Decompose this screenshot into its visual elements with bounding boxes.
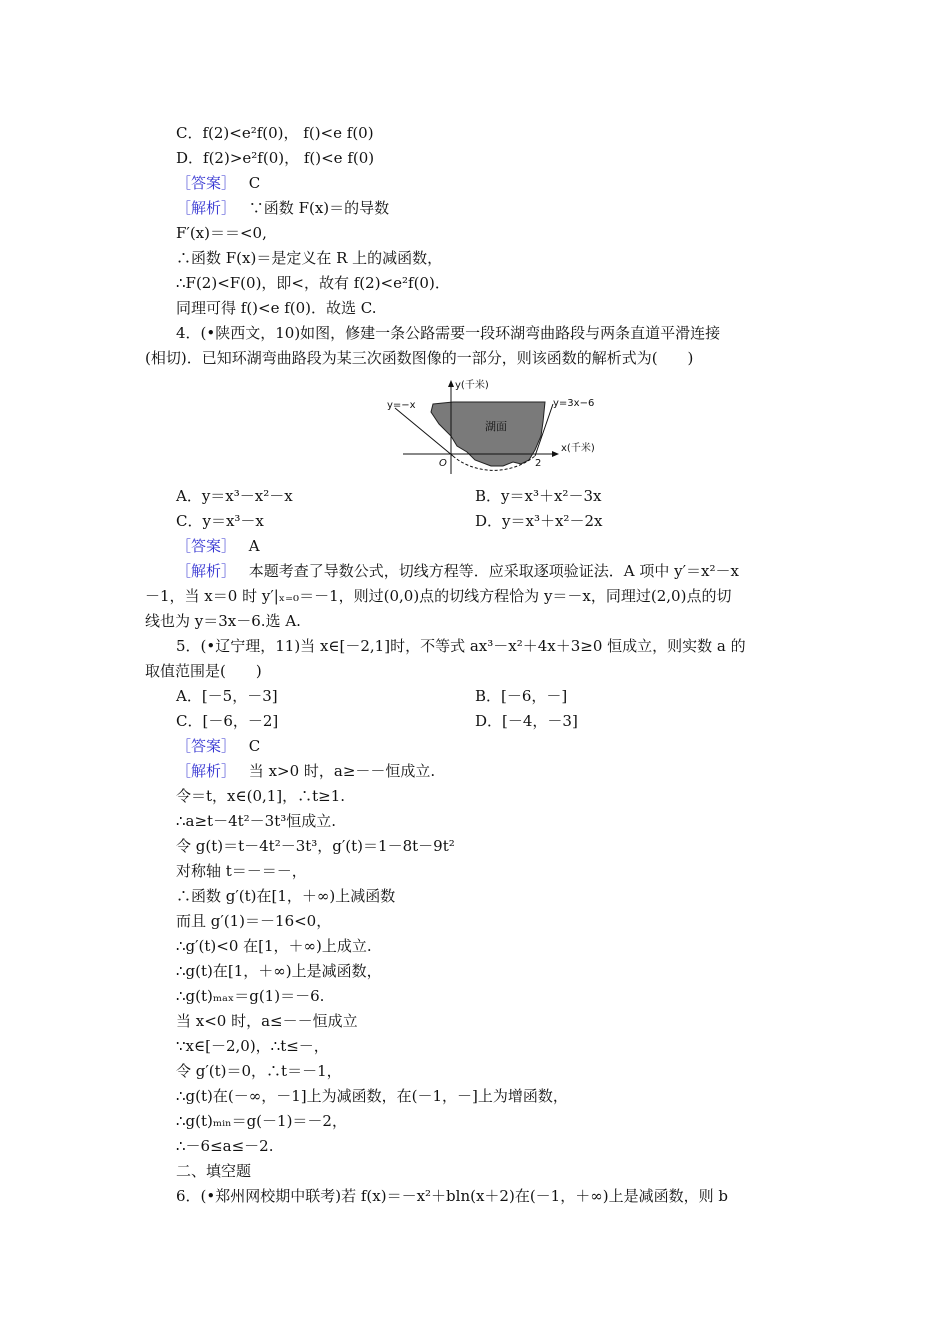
analysis-text: ∵函数 F(x)＝的导数 [248,199,390,217]
left-line-label: y=−x [387,400,416,411]
q6-stem-1: 6．(•郑州网校期中联考)若 f(x)＝－x²＋bln(x＋2)在(－1，＋∞)上是减函数，则 b [176,1187,728,1205]
q5-option-d: D．[－4，－3] [475,712,578,730]
q4-option-c: C．y＝x³－x [176,512,264,530]
q5-line: ∴a≥t－4t²－3t³恒成立. [176,812,337,830]
q3-option-d: D．f(2)>e²f(0)， f()<e f(0) [176,149,375,167]
q5-line: ∵x∈[－2,0)，∴t≤－， [176,1037,329,1055]
q5-line: 当 x<0 时，a≤－－恒成立 [176,1012,358,1030]
x-axis-label: x(千米) [561,443,595,454]
q4-analysis-line [176,561,739,581]
q3-line-4: ∴F(2)<F(0)，即<，故有 f(2)<e²f(0)． [176,274,450,292]
answer-value: C [248,737,261,755]
analysis-text: 本题考查了导数公式，切线方程等．应采取逐项验证法．A 项中 y′＝x²－x [248,562,739,580]
analysis-tag: ［解析］ [176,199,237,217]
two-label: 2 [535,458,542,469]
lake-road-figure [375,374,600,477]
q4-option-d: D．y＝x³＋x²－2x [475,512,603,530]
analysis-tag: ［解析］ [176,762,237,780]
q4-stem-1: 4．(•陕西文，10)如图，修建一条公路需要一段环湖弯曲路段与两条直道平滑连接 [176,324,721,342]
q5-line: ∴－6≤a≤－2. [176,1137,274,1155]
answer-value: C [248,174,261,192]
q4-answer-line [176,536,260,556]
q5-line: ∴g(t)在[1，＋∞)上是减函数， [176,962,382,980]
q4-stem-2: (相切)．已知环湖弯曲路段为某三次函数图像的一部分，则该函数的解析式为( ) [145,349,694,367]
q4-analysis-2: －1，当 x＝0 时 y′|ₓ₌₀＝－1，则过(0,0)点的切线方程恰为 y＝－x，同理过(2,0)点的切 [145,587,732,605]
q4-analysis-3: 线也为 y＝3x－6.选 A. [145,612,301,630]
x-axis-arrow [552,451,559,457]
origin-label: O [439,458,447,469]
q5-line: ∴g(t)ₘₐₓ＝g(1)＝－6. [176,987,325,1005]
q5-line: 而且 g′(1)＝－16<0， [176,912,332,930]
q4-option-a: A．y＝x³－x²－x [176,487,293,505]
analysis-tag: ［解析］ [176,562,237,580]
q5-option-a: A．[－5，－3] [176,687,278,705]
q5-line: ∴g′(t)<0 在[1，＋∞)上成立. [176,937,372,955]
q4-option-b: B．y＝x³＋x²－3x [475,487,602,505]
answer-tag: ［答案］ [176,537,237,555]
lake-label: 湖面 [485,420,507,433]
q5-line: 令 g(t)＝t－4t²－3t³，g′(t)＝1－8t－9t² [176,837,455,855]
q5-stem-2: 取值范围是( ) [145,662,262,680]
answer-tag: ［答案］ [176,174,237,192]
right-line-label: y=3x−6 [553,398,595,409]
section-heading: 二、填空题 [176,1162,252,1180]
analysis-text: 当 x>0 时，a≥－－恒成立. [248,762,436,780]
q3-line-2: F′(x)＝＝<0, [176,224,267,242]
q3-answer-line [176,173,260,193]
answer-tag: ［答案］ [176,737,237,755]
q5-option-b: B．[－6，－] [475,687,568,705]
q5-answer-line [176,736,260,756]
q5-line: 对称轴 t＝－＝－， [176,862,307,880]
q5-line: ∴函数 g′(t)在[1，＋∞)上减函数 [176,887,396,905]
q5-line: 令 g′(t)＝0，∴t＝－1， [176,1062,342,1080]
lake-shape [431,402,545,466]
y-axis-arrow [448,380,454,387]
q5-line: ∴g(t)在(－∞，－1]上为减函数，在(－1，－]上为增函数， [176,1087,568,1105]
q5-stem-1: 5．(•辽宁理，11)当 x∈[－2,1]时，不等式 ax³－x²＋4x＋3≥0 恒成立，则实数 a 的 [176,637,746,655]
q5-line: ∴g(t)ₘᵢₙ＝g(－1)＝－2， [176,1112,347,1130]
q5-option-c: C．[－6，－2] [176,712,279,730]
q3-line-3: ∴函数 F(x)＝是定义在 R 上的减函数， [176,249,443,267]
q5-line: 令＝t，x∈(0,1]，∴t≥1. [176,787,346,805]
q3-analysis-line [176,198,389,218]
q5-analysis-line [176,761,435,781]
q3-line-5: 同理可得 f()<e f(0)．故选 C. [176,299,377,317]
q3-option-c: C．f(2)<e²f(0)， f()<e f(0) [176,124,374,142]
answer-value: A [248,537,260,555]
y-axis-label: y(千米) [455,380,489,391]
